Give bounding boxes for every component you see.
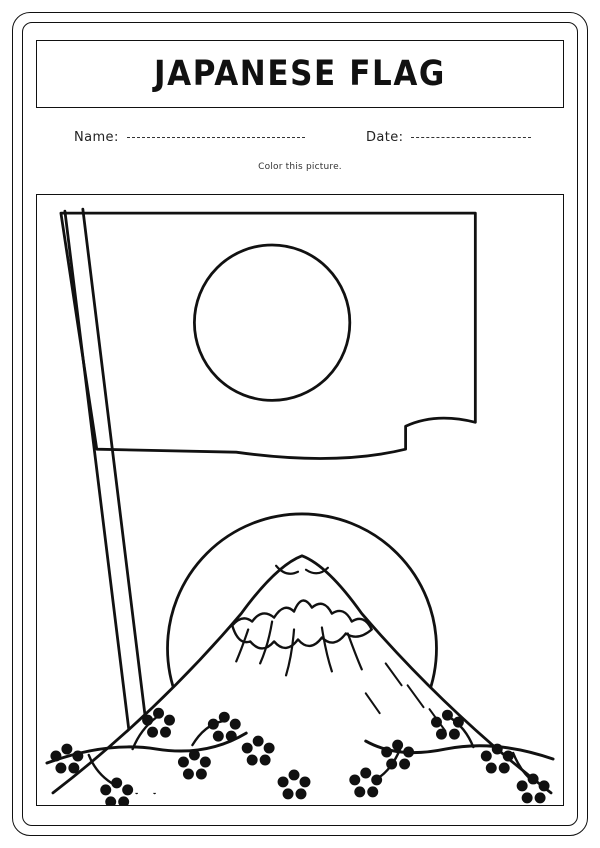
date-write-line[interactable] (411, 136, 531, 138)
name-field[interactable] (74, 130, 305, 145)
name-write-line[interactable] (127, 136, 305, 138)
date-label: Date: (366, 130, 404, 145)
name-label: Name: (74, 130, 119, 145)
date-field[interactable] (366, 130, 531, 145)
title-box (36, 40, 564, 108)
blossom (51, 744, 83, 773)
mount-fuji (53, 556, 551, 793)
coloring-illustration (36, 194, 564, 806)
illustration-svg (37, 195, 563, 805)
sun-disc-on-flag (194, 245, 349, 400)
fields-row (36, 126, 564, 156)
instruction-text: Color this picture. (258, 162, 342, 172)
page-title: JAPANESE FLAG (154, 53, 446, 95)
